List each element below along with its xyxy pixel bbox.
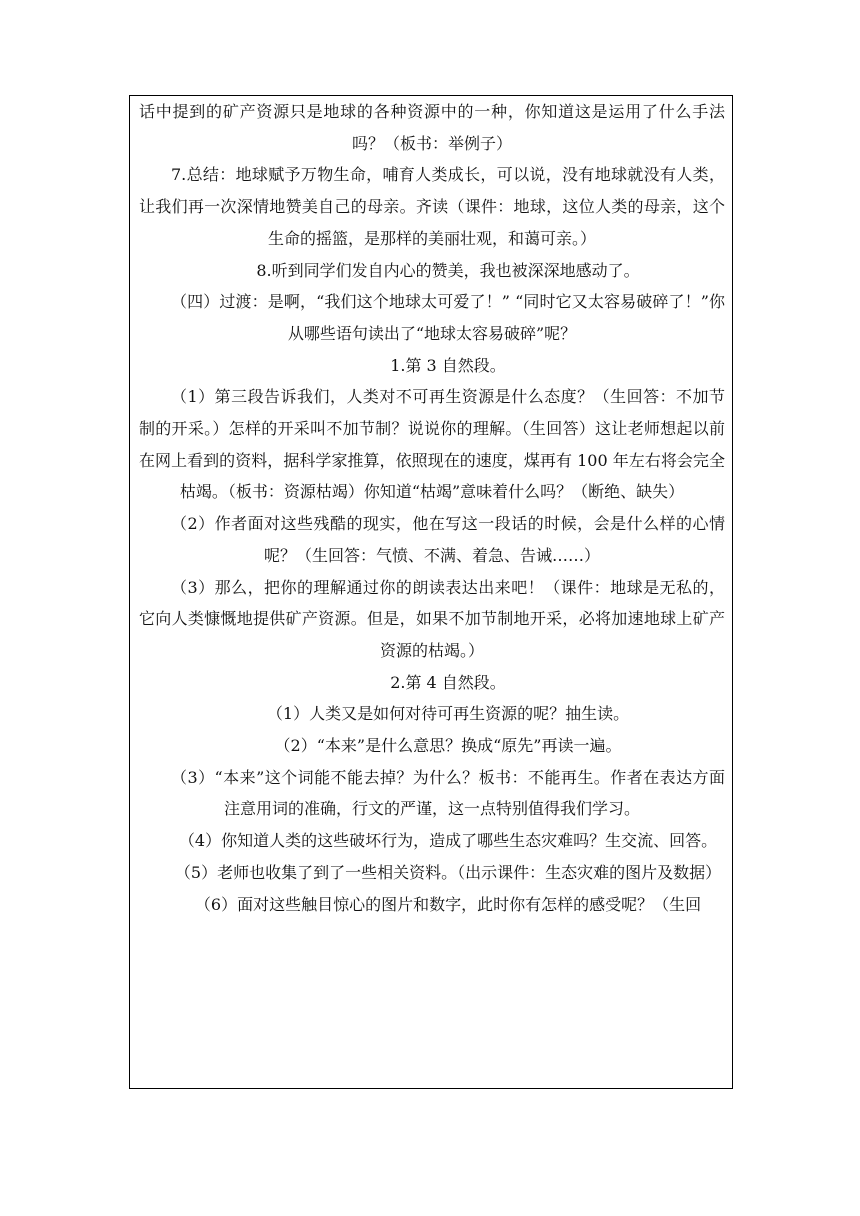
- paragraph: （3）“本来”这个词能不能去掉？为什么？板书：不能再生。作者在表达方面注意用词的准确，行文的严谨，这一点特别值得我们学习。: [171, 767, 725, 819]
- paragraph: （四）过渡：是啊，“我们这个地球太可爱了！” “同时它又太容易破碎了！”你从哪些语句读出了“地球太容易破碎”呢？: [171, 292, 725, 343]
- paragraph: 2.第 4 自然段。: [390, 672, 506, 692]
- paragraph: （1）人类又是如何对待可再生资源的呢？抽生读。: [266, 704, 630, 724]
- paragraph: （2）“本来”是什么意思？换成“原先”再读一遍。: [274, 736, 622, 756]
- paragraph: 话中提到的矿产资源只是地球的各种资源中的一种，你知道这是运用了什么手法吗？（板书：举例子）: [139, 102, 725, 153]
- paragraph: 1.第 3 自然段。: [390, 355, 506, 375]
- paragraph: 8.听到同学们发自内心的赞美，我也被深深地感动了。: [256, 260, 640, 280]
- lesson-plan-body: [139, 96, 725, 920]
- paragraph: （4）你知道人类的这些破坏行为，造成了哪些生态灾难吗？生交流、回答。: [178, 831, 718, 851]
- paragraph: （1）第三段告诉我们，人类对不可再生资源是什么态度？（生回答：不加节制的开采。）怎样的开采叫不加节制？说说你的理解。（生回答）这让老师想起以前在网上看到的资料，据科学家推算，依照现在的速度，煤再有 100 年左右将会完全枯竭。（板书：资源枯竭）你知道“枯竭”意味着什么吗？（断绝、缺失）: [139, 387, 725, 502]
- paragraph: （3）那么，把你的理解通过你的朗读表达出来吧！（课件：地球是无私的，它向人类慷慨地提供矿产资源。但是，如果不加节制地开采，必将加速地球上矿产资源的枯竭。）: [139, 577, 725, 660]
- paragraph: （5）老师也收集了到了一些相关资料。（出示课件：生态灾难的图片及数据）: [174, 862, 722, 882]
- paragraph: 7.总结：地球赋予万物生命，哺育人类成长，可以说，没有地球就没有人类，让我们再一次深情地赞美自己的母亲。齐读（课件：地球，这位人类的母亲，这个生命的摇篮，是那样的美丽壮观，和蔼可亲。）: [139, 165, 725, 248]
- paragraph: （6）面对这些触目惊心的图片和数字，此时你有怎样的感受呢？（生回: [194, 894, 702, 914]
- paragraph: （2）作者面对这些残酷的现实，他在写这一段话的时候，会是什么样的心情呢？（生回答：气愤、不满、着急、告诫……）: [171, 514, 725, 565]
